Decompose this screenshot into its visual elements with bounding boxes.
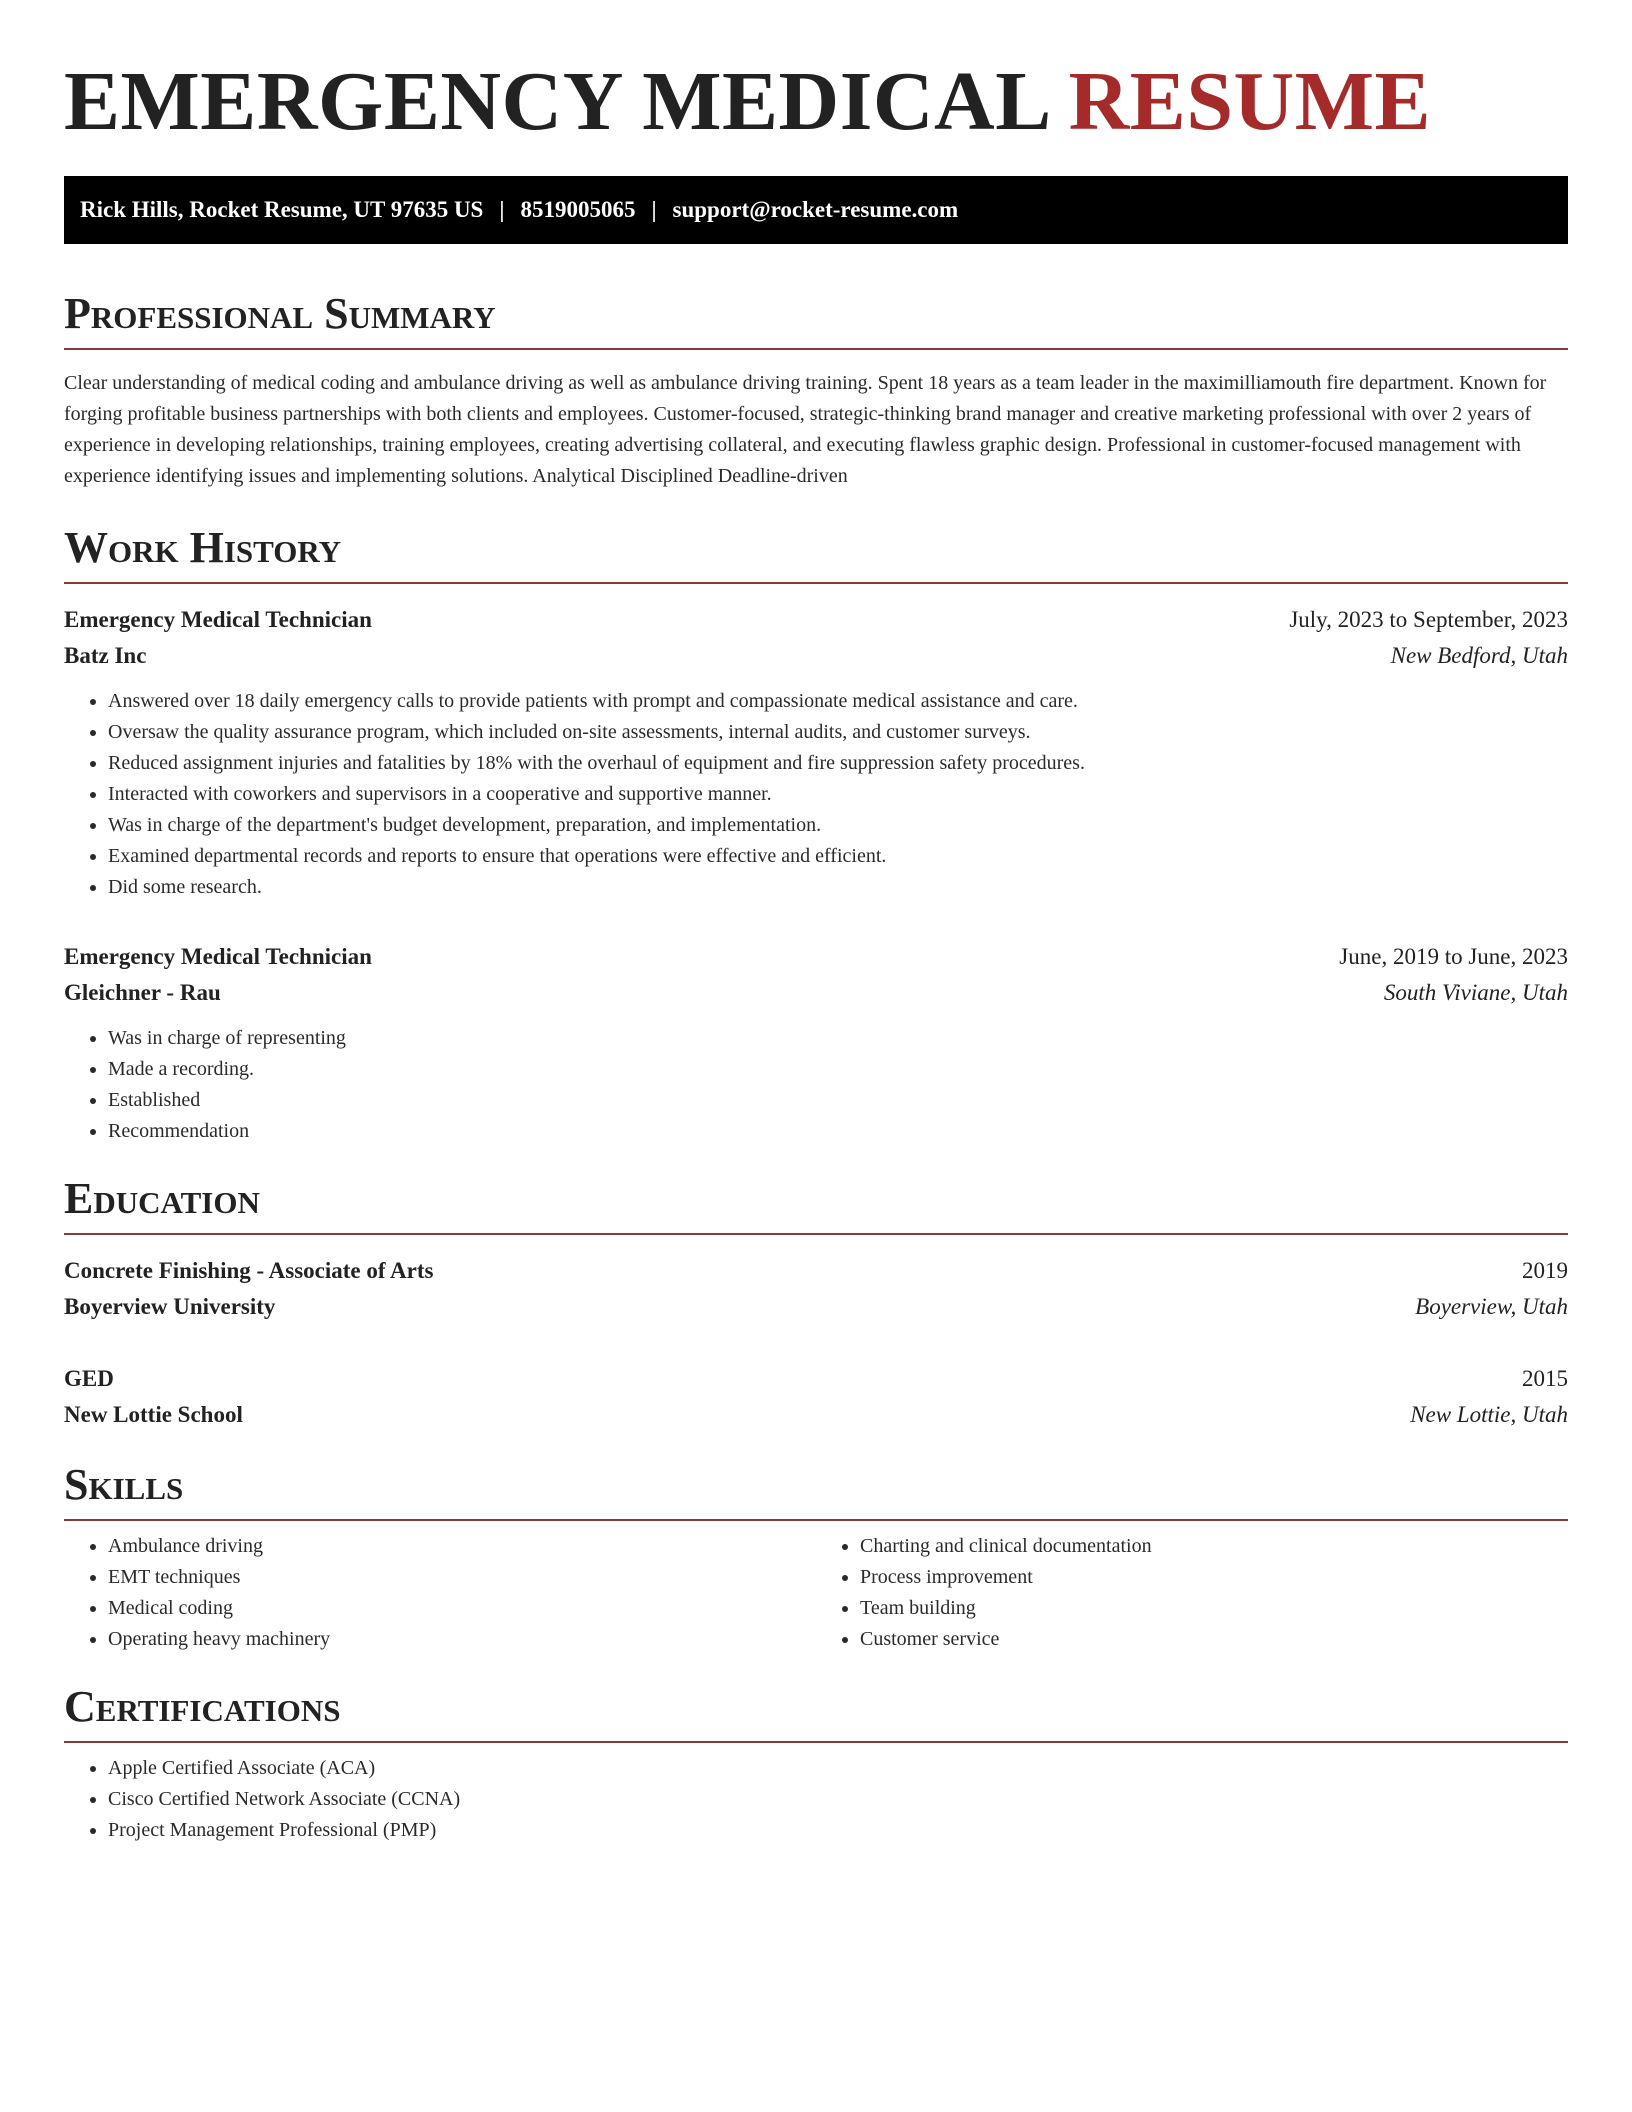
certifications-heading: Certifications bbox=[64, 1681, 1568, 1743]
job-bullet: • Was in charge of representing bbox=[108, 1023, 1568, 1054]
job-bullet: • Did some research. bbox=[108, 872, 1568, 903]
job-entry bbox=[64, 939, 1568, 1147]
contact-separator: | bbox=[651, 197, 657, 222]
job-bullet: • Reduced assignment injuries and fatalities by 18% with the overhaul of equipment and fire suppression safety procedures. bbox=[108, 748, 1568, 779]
education-degree: GED bbox=[64, 1366, 114, 1391]
job-bullet: • Answered over 18 daily emergency calls to provide patients with prompt and compassionate medical assistance and care. bbox=[108, 686, 1568, 717]
job-entry bbox=[64, 602, 1568, 903]
resume-title bbox=[64, 52, 1568, 152]
education-degree-row bbox=[64, 1361, 1568, 1397]
title-accent: RESUME bbox=[1068, 55, 1432, 148]
education-year: 2015 bbox=[1522, 1366, 1568, 1391]
job-company-row bbox=[64, 638, 1568, 674]
job-company-row bbox=[64, 975, 1568, 1011]
education-entry bbox=[64, 1361, 1568, 1433]
job-company: Gleichner - Rau bbox=[64, 980, 221, 1005]
job-bullet: • Made a recording. bbox=[108, 1054, 1568, 1085]
contact-separator: | bbox=[499, 197, 505, 222]
skill-item: • Medical coding bbox=[108, 1593, 816, 1624]
contact-bar bbox=[64, 176, 1568, 244]
contact-phone: 8519005065 bbox=[520, 197, 636, 222]
education-school: New Lottie School bbox=[64, 1402, 243, 1427]
certification-item: • Project Management Professional (PMP) bbox=[108, 1815, 1568, 1846]
education-location: Boyerview, Utah bbox=[1415, 1294, 1568, 1319]
certification-item: • Cisco Certified Network Associate (CCNA) bbox=[108, 1784, 1568, 1815]
job-company: Batz Inc bbox=[64, 643, 147, 668]
job-title: Emergency Medical Technician bbox=[64, 944, 372, 969]
job-header-row bbox=[64, 939, 1568, 975]
certification-item: • Apple Certified Associate (ACA) bbox=[108, 1753, 1568, 1784]
certifications-list bbox=[64, 1753, 1568, 1846]
skills-list-right bbox=[816, 1531, 1568, 1655]
title-main: EMERGENCY MEDICAL bbox=[64, 55, 1048, 148]
education-section bbox=[64, 1173, 1568, 1433]
skills-grid bbox=[64, 1531, 1568, 1655]
education-school-row bbox=[64, 1289, 1568, 1325]
job-bullets bbox=[64, 1023, 1568, 1147]
job-bullet: • Interacted with coworkers and supervisors in a cooperative and supportive manner. bbox=[108, 779, 1568, 810]
skills-list-left bbox=[64, 1531, 816, 1655]
education-entry bbox=[64, 1253, 1568, 1325]
summary-section bbox=[64, 288, 1568, 492]
education-location: New Lottie, Utah bbox=[1410, 1402, 1568, 1427]
work-history-heading: Work History bbox=[64, 522, 1568, 584]
job-bullet: • Examined departmental records and reports to ensure that operations were effective and efficient. bbox=[108, 841, 1568, 872]
job-bullets bbox=[64, 686, 1568, 903]
education-year: 2019 bbox=[1522, 1258, 1568, 1283]
job-location: New Bedford, Utah bbox=[1390, 643, 1568, 668]
education-school-row bbox=[64, 1397, 1568, 1433]
job-title: Emergency Medical Technician bbox=[64, 607, 372, 632]
skill-item: • EMT techniques bbox=[108, 1562, 816, 1593]
job-dates: July, 2023 to September, 2023 bbox=[1289, 607, 1568, 632]
contact-address: Rick Hills, Rocket Resume, UT 97635 US bbox=[80, 197, 484, 222]
job-bullet: • Recommendation bbox=[108, 1116, 1568, 1147]
skill-item: • Customer service bbox=[860, 1624, 1568, 1655]
skill-item: • Team building bbox=[860, 1593, 1568, 1624]
skill-item: • Charting and clinical documentation bbox=[860, 1531, 1568, 1562]
education-school: Boyerview University bbox=[64, 1294, 276, 1319]
job-dates: June, 2019 to June, 2023 bbox=[1339, 944, 1568, 969]
certifications-section bbox=[64, 1681, 1568, 1846]
job-location: South Viviane, Utah bbox=[1383, 980, 1568, 1005]
skills-heading: Skills bbox=[64, 1459, 1568, 1521]
work-history-section bbox=[64, 522, 1568, 1147]
job-bullet: • Oversaw the quality assurance program, which included on-site assessments, internal audits, and customer surveys. bbox=[108, 717, 1568, 748]
education-degree: Concrete Finishing - Associate of Arts bbox=[64, 1258, 434, 1283]
skill-item: • Operating heavy machinery bbox=[108, 1624, 816, 1655]
education-heading: Education bbox=[64, 1173, 1568, 1235]
job-bullet: • Was in charge of the department's budget development, preparation, and implementation. bbox=[108, 810, 1568, 841]
job-bullet: • Established bbox=[108, 1085, 1568, 1116]
contact-email: support@rocket-resume.com bbox=[672, 197, 959, 222]
summary-heading: Professional Summary bbox=[64, 288, 1568, 350]
education-degree-row bbox=[64, 1253, 1568, 1289]
skills-section bbox=[64, 1459, 1568, 1655]
skill-item: • Ambulance driving bbox=[108, 1531, 816, 1562]
job-header-row bbox=[64, 602, 1568, 638]
skill-item: • Process improvement bbox=[860, 1562, 1568, 1593]
summary-text: Clear understanding of medical coding and ambulance driving as well as ambulance driving training. Spent 18 years as a team leader in the maximilliamouth fire department. Known for forging profitable business partnerships with both clients and employees. Customer-focused, strategic-thinking brand manager and creative marketing professional with over 2 years of experience in developing relationships, training employees, creating advertising collateral, and executing flawless graphic design. Professional in customer-focused management with experience identifying issues and implementing solutions. Analytical Disciplined Deadline-driven bbox=[64, 372, 1547, 487]
